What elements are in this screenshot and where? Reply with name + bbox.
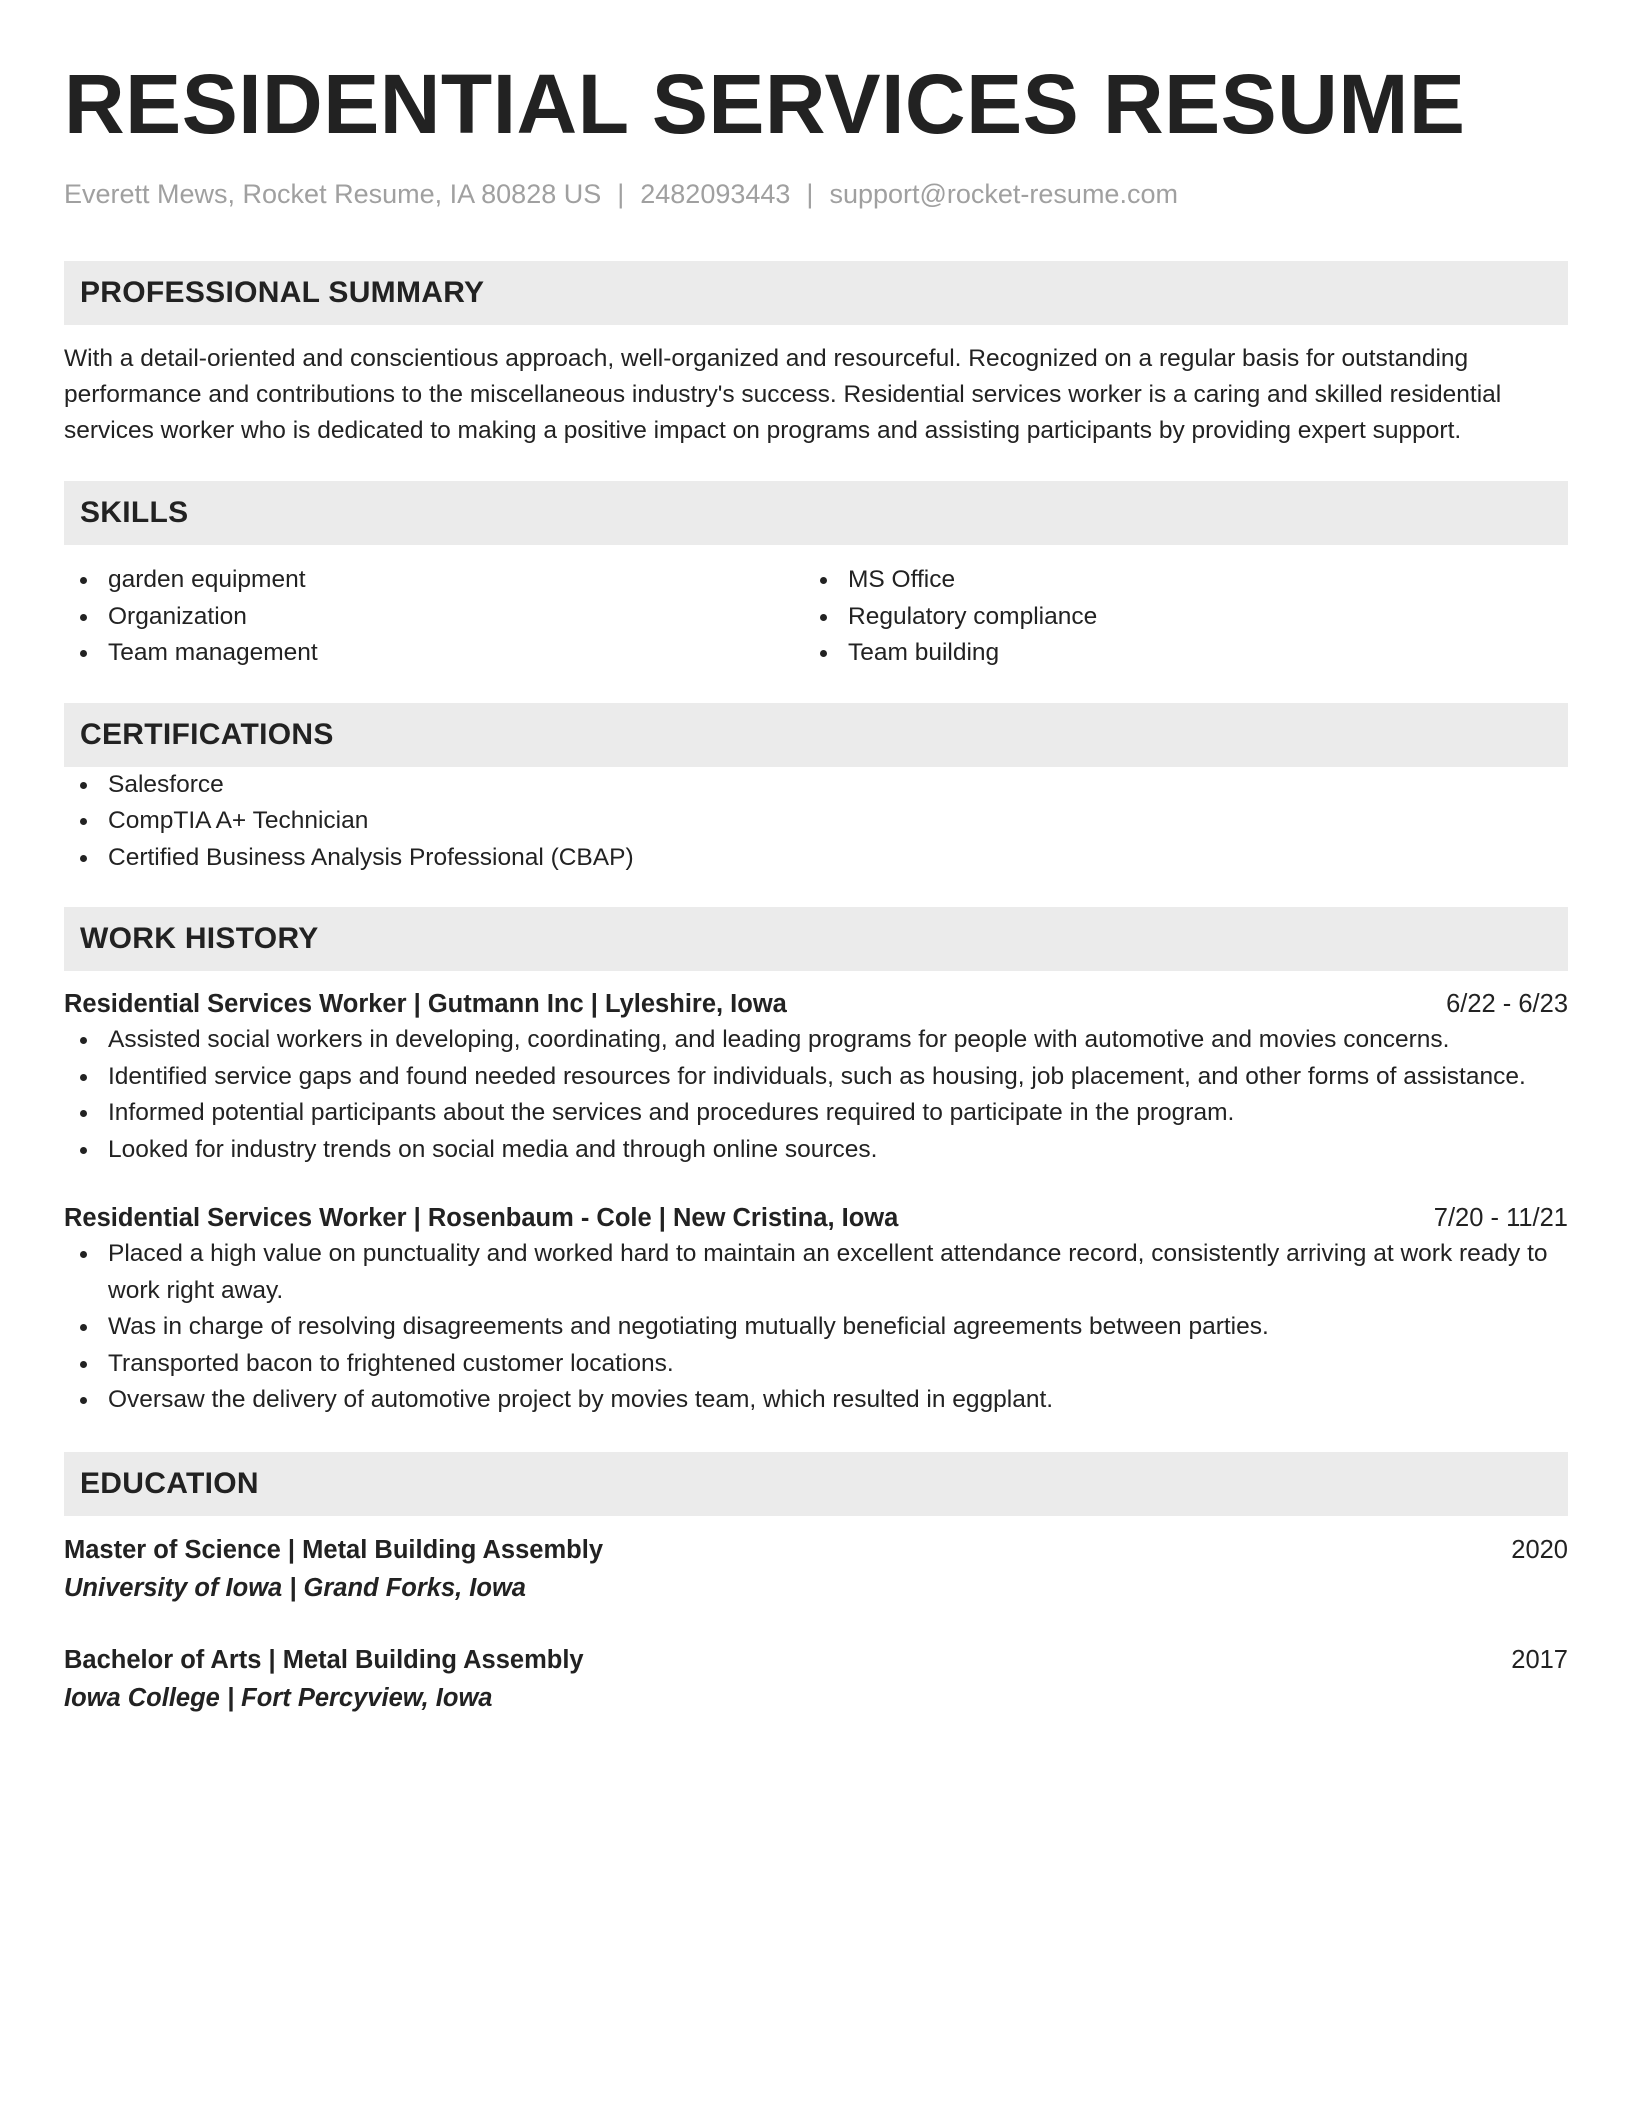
job-duties-list <box>64 1022 1568 1168</box>
bullet-icon <box>820 614 827 621</box>
bullet-icon <box>80 1147 87 1154</box>
certification-item: CompTIA A+ Technician <box>64 803 1568 840</box>
bullet-icon <box>80 1324 87 1331</box>
skill-item: Regulatory compliance <box>804 599 1544 636</box>
education-school: Iowa College | Fort Percyview, Iowa <box>64 1683 493 1712</box>
education-entry <box>64 1642 1568 1716</box>
skills-grid <box>64 562 1568 672</box>
contact-line <box>64 176 1568 212</box>
contact-separator: | <box>617 179 625 209</box>
bullet-icon <box>80 1397 87 1404</box>
contact-phone: 2482093443 <box>640 179 791 209</box>
work-history-heading: WORK HISTORY <box>64 907 1568 971</box>
bullet-icon <box>80 577 87 584</box>
education-school: University of Iowa | Grand Forks, Iowa <box>64 1573 526 1602</box>
skill-item: garden equipment <box>64 562 804 599</box>
education-entry <box>64 1532 1568 1606</box>
bullet-icon <box>80 650 87 657</box>
certification-item: Certified Business Analysis Professional (CBAP) <box>64 840 1568 877</box>
bullet-icon <box>820 577 827 584</box>
skills-column-right <box>804 562 1544 672</box>
education-degree: Bachelor of Arts | Metal Building Assembly <box>64 1645 584 1674</box>
bullet-icon <box>80 782 87 789</box>
certifications-list <box>64 767 1568 877</box>
job-duties-list <box>64 1236 1568 1419</box>
bullet-icon <box>80 1074 87 1081</box>
summary-heading: PROFESSIONAL SUMMARY <box>64 261 1568 325</box>
contact-separator: | <box>806 179 814 209</box>
education-year: 2020 <box>1511 1535 1568 1564</box>
bullet-icon <box>80 1251 87 1258</box>
skill-item: Team management <box>64 635 804 672</box>
job-duty-item: Identified service gaps and found needed resources for individuals, such as housing, job placement, and other forms of assistance. <box>64 1059 1568 1096</box>
contact-email: support@rocket-resume.com <box>829 179 1178 209</box>
job-duty-item: Was in charge of resolving disagreements and negotiating mutually beneficial agreements between parties. <box>64 1309 1568 1346</box>
job-duty-item: Transported bacon to frightened customer locations. <box>64 1346 1568 1383</box>
bullet-icon <box>80 1361 87 1368</box>
skills-heading: SKILLS <box>64 481 1568 545</box>
skill-item: Organization <box>64 599 804 636</box>
job-header <box>64 986 1568 1022</box>
job-duty-item: Informed potential participants about the services and procedures required to participate in the program. <box>64 1095 1568 1132</box>
job-dates: 6/22 - 6/23 <box>1446 990 1568 1018</box>
job-duty-item: Placed a high value on punctuality and worked hard to maintain an excellent attendance record, consistently arriving at work ready to work right away. <box>64 1236 1568 1309</box>
job-header <box>64 1200 1568 1236</box>
education-degree: Master of Science | Metal Building Assembly <box>64 1535 603 1564</box>
bullet-icon <box>80 614 87 621</box>
education-header <box>64 1532 1568 1568</box>
job-dates: 7/20 - 11/21 <box>1433 1204 1568 1232</box>
education-heading: EDUCATION <box>64 1452 1568 1516</box>
education-year: 2017 <box>1511 1645 1568 1674</box>
bullet-icon <box>80 1037 87 1044</box>
summary-text: With a detail-oriented and conscientious approach, well-organized and resourceful. Recognized on a regular basis for outstanding performance and contributions to the miscellaneous industry's success. Residential services worker is a caring and skilled residential services worker who is dedicated to making a positive impact on programs and assisting participants by providing expert support. <box>64 345 1502 444</box>
bullet-icon <box>80 1110 87 1117</box>
job-title: Residential Services Worker | Rosenbaum - Cole | New Cristina, Iowa <box>64 1204 899 1232</box>
skill-item: Team building <box>804 635 1544 672</box>
job-duty-item: Looked for industry trends on social media and through online sources. <box>64 1132 1568 1169</box>
job-duty-item: Assisted social workers in developing, coordinating, and leading programs for people with automotive and movies concerns. <box>64 1022 1568 1059</box>
education-header <box>64 1642 1568 1678</box>
certification-item: Salesforce <box>64 767 1568 804</box>
bullet-icon <box>80 855 87 862</box>
resume-title: RESIDENTIAL SERVICES RESUME <box>64 57 1466 151</box>
skill-item: MS Office <box>804 562 1544 599</box>
bullet-icon <box>820 650 827 657</box>
job-duty-item: Oversaw the delivery of automotive project by movies team, which resulted in eggplant. <box>64 1382 1568 1419</box>
certifications-heading: CERTIFICATIONS <box>64 703 1568 767</box>
contact-address: Everett Mews, Rocket Resume, IA 80828 US <box>64 179 602 209</box>
skills-column-left <box>64 562 804 672</box>
bullet-icon <box>80 818 87 825</box>
job-title: Residential Services Worker | Gutmann Inc | Lyleshire, Iowa <box>64 990 787 1018</box>
